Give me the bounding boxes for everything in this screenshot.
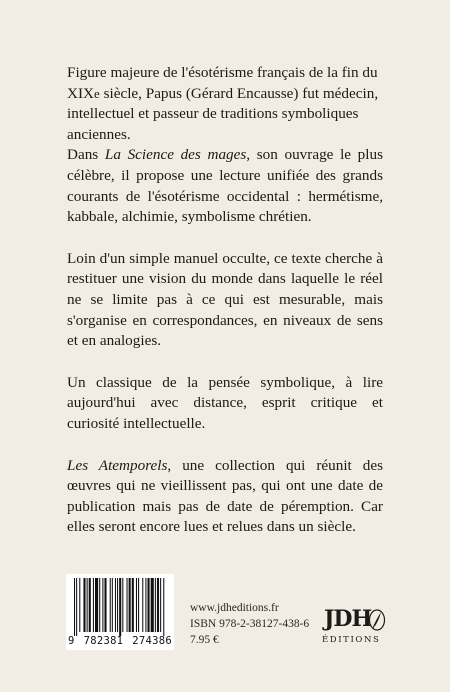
barcode-bars [66,574,174,636]
barcode-group-right: 274386 [132,635,172,647]
barcode-bar [110,578,111,632]
p2-post: , son ouvrage le plus célèbre, il propose une lecture unifiée des grands courants de l'ésotérisme occidental : hermétisme, kabbale, alchimie, symbolisme chrétien. [67,146,383,226]
quill-emblem-icon [367,608,387,632]
isbn: ISBN 978-2-38127-438-6 [190,618,310,630]
p1-line2: siècle, Papus (Gérard Encausse) fut médecin, [99,84,379,102]
barcode [66,574,174,650]
barcode-bar [104,578,106,632]
barcode-bar [87,578,88,632]
barcode-bar [145,578,146,632]
p1-line3: intellectuel et passeur de traditions symboliques [67,105,359,123]
paragraph-author [67,63,383,145]
price: 7.95 € [190,634,219,646]
century-roman: XIX [67,84,94,102]
barcode-bar [79,578,80,632]
barcode-bar [112,578,113,632]
paragraph-vision: Loin d'un simple manuel occulte, ce texte cherche à restituer une vision du monde dans laquelle le réel ne se limite pas à ce qui est mesurable, mais s'organise en correspondances, en niveaux de sens et en analogies. [67,249,383,350]
barcode-bar [89,578,91,632]
barcode-bar [155,578,156,632]
p1-line1: Figure majeure de l'ésotérisme français de la fin du [67,64,378,81]
publisher-website: www.jdheditions.fr [190,602,279,614]
logo-mark: JDH [324,606,372,632]
barcode-bar [138,578,139,632]
barcode-bar [74,578,75,636]
barcode-bar [160,578,161,632]
barcode-bar [76,578,77,636]
publisher-info [190,600,309,648]
barcode-bar [129,578,131,632]
p1-line4: anciennes. [67,125,131,143]
barcode-bar [163,578,164,636]
barcode-bar [93,578,94,632]
barcode-bar [99,578,100,632]
barcode-bar [117,578,118,632]
barcode-digits [66,635,174,647]
paragraph-collection [67,456,383,538]
back-cover-text [67,63,383,538]
barcode-bar [102,578,103,632]
barcode-bar [115,578,116,632]
barcode-bar [151,578,154,632]
paragraph-work [67,145,383,227]
century-superscript: e [94,85,100,101]
book-title: La Science des mages [104,146,247,164]
logo-word: ÉDITIONS [322,635,381,645]
barcode-bar [127,578,128,632]
barcode-group-left: 782381 [83,635,124,647]
barcode-bar [119,578,121,636]
barcode-bar [95,578,98,632]
barcode-digit-first: 9 [68,635,75,647]
collection-title: Les Atemporels [67,456,168,474]
barcode-bar [122,578,123,632]
barcode-bar [142,578,143,632]
barcode-bar [148,578,150,632]
barcode-bar [157,578,159,632]
publisher-logo [322,606,388,652]
paragraph-classic: Un classique de la pensée symbolique, à lire aujourd'hui avec distance, esprit critique et curiosité intellectuelle. [67,373,383,432]
barcode-bar [83,578,85,632]
barcode-bar [132,578,134,632]
p5-post: , une collection qui réunit des œuvres qui ne vieillissent pas, qui ont une date de publication mais pas de date de péremption. Car elles seront encore lues et relues dans un siècle. [67,456,384,536]
p2-pre: Dans [67,146,105,164]
barcode-bar [136,578,137,632]
